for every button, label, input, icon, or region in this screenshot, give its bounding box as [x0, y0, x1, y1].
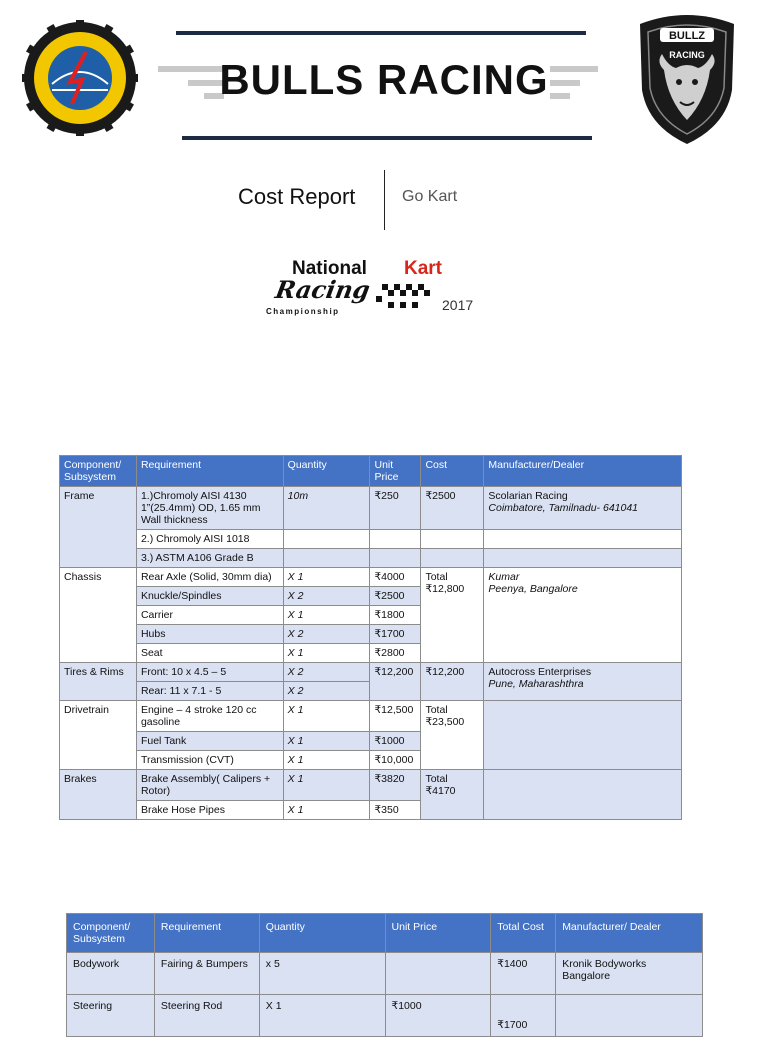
cost-cell: Total ₹23,500 — [421, 701, 484, 770]
table-row — [67, 953, 703, 995]
cost-cell: Total ₹12,800 — [421, 568, 484, 663]
quantity-cell: X 2 — [283, 625, 370, 644]
unit-price-cell: ₹12,200 — [370, 663, 421, 701]
quantity-cell: x 5 — [259, 953, 385, 995]
header-bar-bottom — [182, 136, 592, 140]
requirement-cell: Rear Axle (Solid, 30mm dia) — [136, 568, 283, 587]
cost-cell: ₹12,200 — [421, 663, 484, 701]
manufacturer-name: Kumar — [488, 571, 520, 583]
column-header: Manufacturer/Dealer — [484, 456, 682, 487]
component-cell: Tires & Rims — [60, 663, 137, 701]
component-cell: Steering — [67, 995, 155, 1037]
quantity-cell: X 1 — [283, 606, 370, 625]
header-bar-top — [176, 31, 586, 35]
requirement-cell: Rear: 11 x 7.1 - 5 — [136, 682, 283, 701]
manufacturer-name: Autocross Enterprises — [488, 666, 592, 678]
unit-price-cell: ₹350 — [370, 801, 421, 820]
column-header: Unit Price — [370, 456, 421, 487]
quantity-cell: X 2 — [283, 663, 370, 682]
quantity-cell: X 1 — [283, 701, 370, 732]
requirement-cell: Carrier — [136, 606, 283, 625]
column-header: Component/ Subsystem — [60, 456, 137, 487]
manufacturer-cell — [484, 701, 682, 770]
quantity-cell: X 1 — [283, 770, 370, 801]
component-cell: Brakes — [60, 770, 137, 820]
requirement-cell: Transmission (CVT) — [136, 751, 283, 770]
component-cell: Chassis — [60, 568, 137, 663]
requirement-cell: 3.) ASTM A106 Grade B — [136, 549, 283, 568]
event-logo-kart: Kart — [404, 258, 443, 279]
column-header: Manufacturer/ Dealer — [556, 914, 703, 953]
unit-price-cell: ₹1000 — [385, 995, 491, 1037]
unit-price-cell — [385, 953, 491, 995]
table-row — [67, 995, 703, 1037]
manufacturer-cell — [484, 770, 682, 820]
unit-price-cell: ₹2800 — [370, 644, 421, 663]
requirement-cell: Seat — [136, 644, 283, 663]
table-header-row — [67, 914, 703, 953]
table-row — [60, 568, 682, 587]
event-logo-racing: Racing — [273, 275, 373, 304]
cost-cell: Total ₹4170 — [421, 770, 484, 820]
column-header: Total Cost — [491, 914, 556, 953]
table-row — [60, 701, 682, 732]
manufacturer-cell — [484, 487, 682, 530]
unit-price-cell: ₹250 — [370, 487, 421, 530]
cost-cell: ₹2500 — [421, 487, 484, 530]
team-logo — [636, 10, 738, 146]
cost-table-2 — [66, 913, 703, 1037]
event-logo — [262, 254, 474, 320]
table-row — [60, 530, 682, 549]
table-row — [60, 487, 682, 530]
quantity-cell: X 2 — [283, 587, 370, 606]
manufacturer-cell — [556, 995, 703, 1037]
manufacturer-cell — [484, 568, 682, 663]
unit-price-cell: ₹12,500 — [370, 701, 421, 732]
requirement-cell: Fuel Tank — [136, 732, 283, 751]
unit-price-cell: ₹4000 — [370, 568, 421, 587]
manufacturer-cell — [484, 530, 682, 549]
requirement-cell: Engine – 4 stroke 120 cc gasoline — [136, 701, 283, 732]
table-header-row — [60, 456, 682, 487]
manufacturer-name: Scolarian Racing — [488, 490, 568, 502]
manufacturer-location: Peenya, Bangalore — [488, 583, 578, 595]
component-cell: Bodywork — [67, 953, 155, 995]
cost-cell: ₹1400 — [491, 953, 556, 995]
quantity-cell: X 1 — [283, 568, 370, 587]
manufacturer-cell — [484, 663, 682, 701]
manufacturer-location: Coimbatore, Tamilnadu- 641041 — [488, 502, 639, 514]
quantity-cell: X 1 — [283, 801, 370, 820]
requirement-cell: Brake Assembly( Calipers + Rotor) — [136, 770, 283, 801]
requirement-cell: Steering Rod — [154, 995, 259, 1037]
component-cell: Drivetrain — [60, 701, 137, 770]
column-header: Component/ Subsystem — [67, 914, 155, 953]
cost-cell: ₹1700 — [491, 995, 556, 1037]
column-header: Requirement — [154, 914, 259, 953]
manufacturer-cell: Kronik Bodyworks Bangalore — [556, 953, 703, 995]
quantity-cell: X 2 — [283, 682, 370, 701]
table-row — [60, 770, 682, 801]
page-title: BULLS RACING — [219, 56, 549, 103]
column-header: Cost — [421, 456, 484, 487]
table-row — [60, 663, 682, 682]
manufacturer-cell — [484, 549, 682, 568]
requirement-cell: Knuckle/Spindles — [136, 587, 283, 606]
unit-price-cell: ₹1700 — [370, 625, 421, 644]
manufacturer-location: Pune, Maharashthra — [488, 678, 584, 690]
event-logo-year: 2017 — [442, 297, 474, 313]
quantity-cell: 10m — [283, 487, 370, 530]
quantity-cell: X 1 — [283, 732, 370, 751]
requirement-cell: Hubs — [136, 625, 283, 644]
event-logo-championship: Championship — [266, 307, 340, 316]
unit-price-cell — [370, 549, 421, 568]
requirement-cell: 1.)Chromoly AISI 4130 1”(25.4mm) OD, 1.65 mm Wall thickness — [136, 487, 283, 530]
requirement-cell: Front: 10 x 4.5 – 5 — [136, 663, 283, 682]
unit-price-cell: ₹3820 — [370, 770, 421, 801]
college-logo — [22, 20, 138, 136]
component-cell: Frame — [60, 487, 137, 568]
cost-cell — [421, 530, 484, 549]
report-subtitle: Go Kart — [402, 188, 458, 205]
quantity-cell — [283, 530, 370, 549]
column-header: Quantity — [283, 456, 370, 487]
report-title: Cost Report — [238, 184, 356, 209]
unit-price-cell: ₹1000 — [370, 732, 421, 751]
requirement-cell: 2.) Chromoly AISI 1018 — [136, 530, 283, 549]
title-divider — [384, 170, 385, 230]
quantity-cell: X 1 — [283, 644, 370, 663]
requirement-cell: Fairing & Bumpers — [154, 953, 259, 995]
quantity-cell — [283, 549, 370, 568]
cost-cell — [421, 549, 484, 568]
unit-price-cell — [370, 530, 421, 549]
team-logo-subtext: RACING — [669, 50, 705, 60]
quantity-cell: X 1 — [283, 751, 370, 770]
unit-price-cell: ₹1800 — [370, 606, 421, 625]
unit-price-cell: ₹10,000 — [370, 751, 421, 770]
column-header: Unit Price — [385, 914, 491, 953]
cost-table-1 — [59, 455, 682, 820]
column-header: Requirement — [136, 456, 283, 487]
team-logo-text: BULLZ — [668, 30, 706, 42]
table-row — [60, 549, 682, 568]
column-header: Quantity — [259, 914, 385, 953]
quantity-cell: X 1 — [259, 995, 385, 1037]
event-logo-national: National — [292, 258, 367, 279]
unit-price-cell: ₹2500 — [370, 587, 421, 606]
requirement-cell: Brake Hose Pipes — [136, 801, 283, 820]
